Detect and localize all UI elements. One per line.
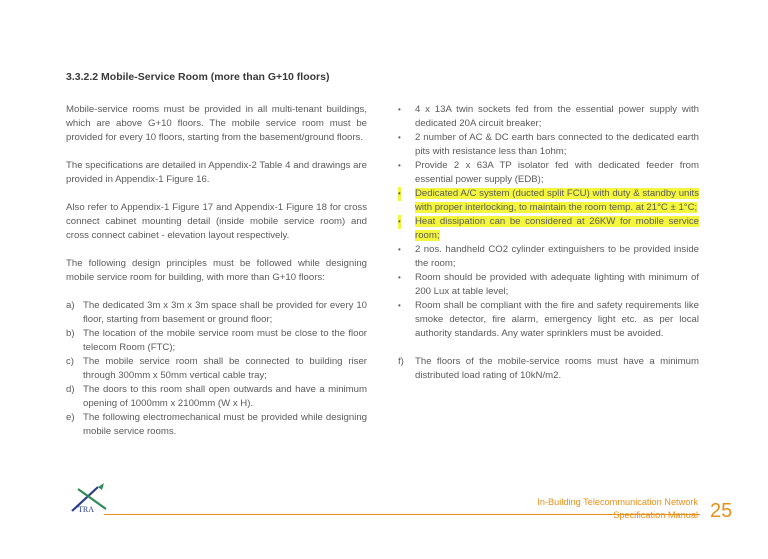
page-number: 25	[710, 500, 733, 522]
section-heading: 3.3.2.2 Mobile-Service Room (more than G+10 floors)	[66, 71, 330, 83]
electromechanical-list	[398, 103, 699, 341]
bullet-item	[398, 131, 699, 159]
bullet-text: Room should be provided with adequate lighting with minimum of 200 Lux at table level;	[415, 272, 699, 297]
footer-title	[537, 496, 698, 522]
list-item-text: The dedicated 3m x 3m x 3m space shall be provided for every 10 floor, starting from basement or ground floor;	[83, 300, 367, 325]
bullet-text: Provide 2 x 63A TP isolator fed with dedicated feeder from essential power supply (EDB);	[415, 160, 699, 185]
bullet-marker: •	[398, 301, 401, 310]
paragraph: Also refer to Appendix-1 Figure 17 and Appendix-1 Figure 18 for cross connect cabinet mounting detail (inside mobile service room) and cross connect cabinet - elevation layout respectively.	[66, 202, 367, 241]
highlighted-bullet-text: Heat dissipation can be considered at 26KW for mobile service room;	[415, 216, 699, 241]
bullet-marker: •	[398, 245, 401, 254]
list-item-text: The mobile service room shall be connected to building riser through 300mm x 50mm vertical cable tray;	[83, 356, 367, 381]
left-column	[66, 103, 367, 453]
list-marker: c)	[66, 356, 74, 367]
bullet-item	[398, 215, 699, 243]
bullet-item	[398, 187, 699, 215]
bullet-marker: •	[398, 187, 401, 201]
list-marker: d)	[66, 384, 75, 395]
list-item	[66, 383, 367, 411]
list-item	[66, 327, 367, 355]
bullet-item	[398, 299, 699, 341]
bullet-text: 2 number of AC & DC earth bars connected to the dedicated earth pits with resistance less than 1ohm;	[415, 132, 699, 157]
list-item	[66, 411, 367, 439]
list-f	[398, 355, 699, 383]
bullet-marker: •	[398, 161, 401, 170]
logo-text: TRA	[78, 505, 94, 514]
bullet-item	[398, 103, 699, 131]
list-marker: a)	[66, 300, 75, 311]
paragraph: Mobile-service rooms must be provided in all multi-tenant buildings, which are above G+10 floors. The mobile service room must be provided for every 10 floors, starting from the basement/ground floors.	[66, 104, 367, 143]
bullet-text: 4 x 13A twin sockets fed from the essential power supply with dedicated 20A circuit breaker;	[415, 104, 699, 129]
list-item-text: The location of the mobile service room must be close to the floor telecom Room (FTC);	[83, 328, 367, 353]
list-item	[66, 355, 367, 383]
bullet-marker: •	[398, 133, 401, 142]
bullet-marker: •	[398, 273, 401, 282]
list-marker: e)	[66, 412, 75, 423]
footer-title-line2: Specification Manual	[613, 510, 698, 520]
list-item-text: The doors to this room shall open outwards and have a minimum opening of 1000mm x 2100mm (W x H).	[83, 384, 367, 409]
design-principles-list	[66, 299, 367, 439]
list-item-text: The following electromechanical must be provided while designing mobile service rooms.	[83, 412, 367, 437]
right-column	[398, 103, 699, 397]
bullet-text: Room shall be compliant with the fire and safety requirements like smoke detector, fire alarm, emergency light etc. as per local authority standards. Any water sprinklers must be avoided.	[415, 300, 699, 339]
list-marker: f)	[398, 356, 404, 367]
bullet-text: 2 nos. handheld CO2 cylinder extinguishers to be provided inside the room;	[415, 244, 699, 269]
highlighted-bullet-text: Dedicated A/C system (ducted split FCU) with duty & standby units with proper interlocking, to maintain the room temp. at 21°C ± 1°C;	[415, 188, 699, 213]
list-item-text: The floors of the mobile-service rooms must have a minimum distributed load rating of 10kN/m2.	[415, 356, 699, 381]
bullet-item	[398, 159, 699, 187]
list-item	[398, 355, 699, 383]
footer-title-line1: In-Building Telecommunication Network	[537, 497, 698, 507]
list-marker: b)	[66, 328, 75, 339]
paragraph: The following design principles must be followed while designing mobile service room for building, with more than G+10 floors:	[66, 258, 367, 283]
bullet-marker: •	[398, 215, 401, 229]
bullet-marker: •	[398, 105, 401, 114]
bullet-item	[398, 243, 699, 271]
paragraph: The specifications are detailed in Appendix-2 Table 4 and drawings are provided in Appendix-1 Figure 16.	[66, 160, 367, 185]
list-item	[66, 299, 367, 327]
bullet-item	[398, 271, 699, 299]
